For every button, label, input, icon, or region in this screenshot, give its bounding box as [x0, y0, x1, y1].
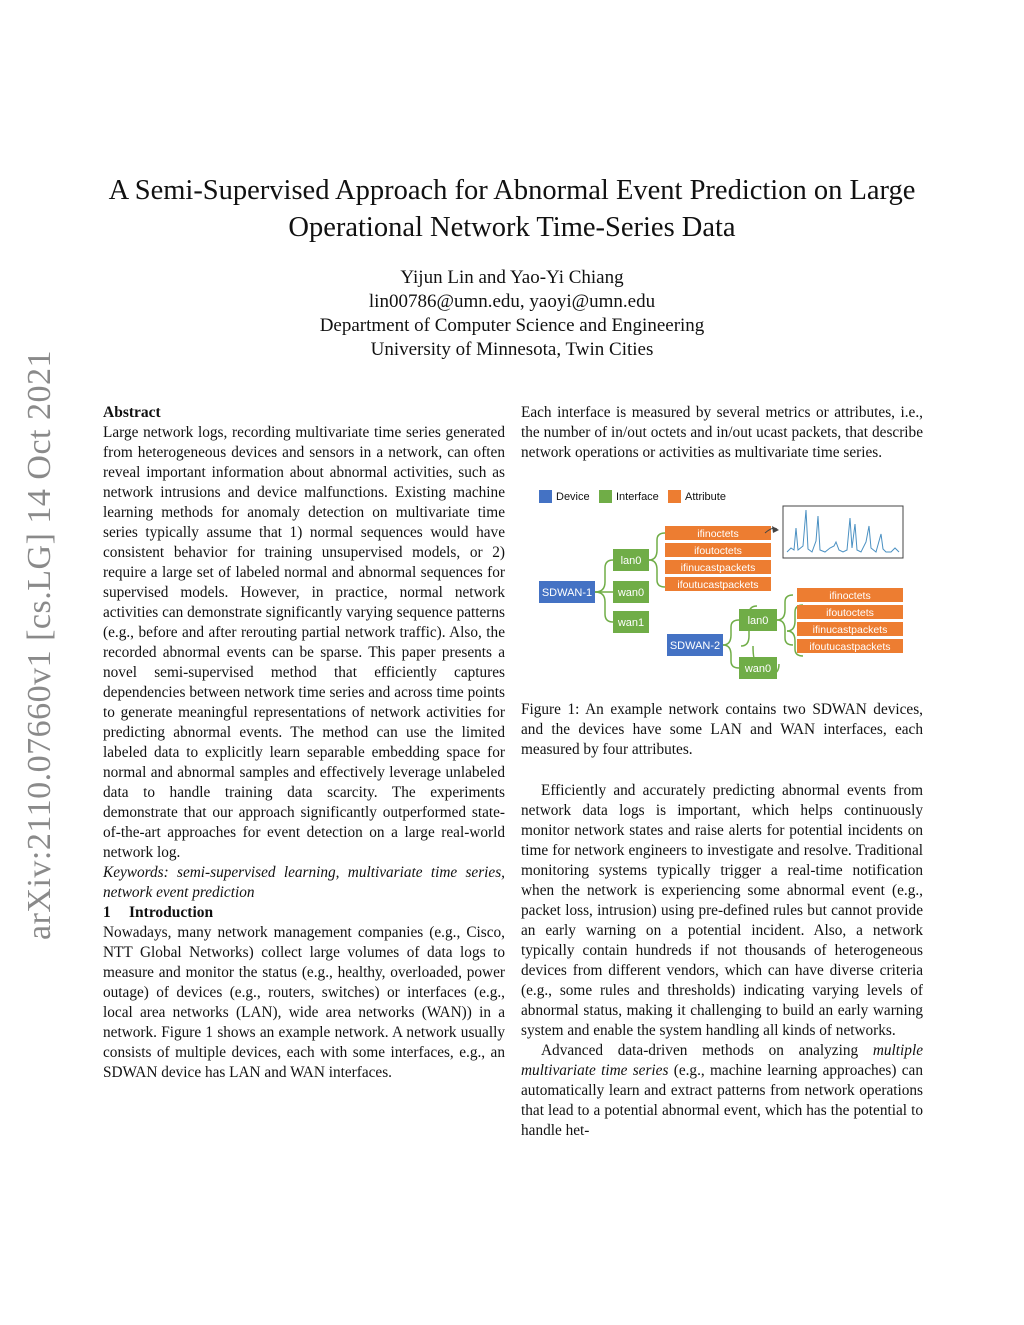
attribute-label-1-2: ifinucastpackets — [680, 562, 756, 574]
section-heading-introduction — [103, 903, 505, 923]
arrow-head — [772, 526, 779, 533]
interface-label-lan0-1: lan0 — [620, 555, 642, 567]
device-label-sdwan-2: SDWAN-2 — [669, 640, 721, 652]
title-line-2: Operational Network Time-Series Data — [288, 212, 736, 243]
attribute-label-2-3: ifoutucastpackets — [809, 641, 891, 653]
para3-italic: multiple multivariate time series — [521, 1042, 923, 1079]
device-label-sdwan-1: SDWAN-1 — [541, 587, 593, 599]
attribute-label-2-1: ifoutoctets — [826, 607, 874, 619]
abstract-heading: Abstract — [103, 404, 161, 421]
figure-1 — [521, 486, 923, 686]
interface-label-wan1-1: wan1 — [617, 617, 645, 629]
para3-start: Advanced data-driven methods on analyzing — [541, 1042, 873, 1059]
arxiv-identifier: arXiv:2110.07660v1 [cs.LG] 14 Oct 2021 — [21, 350, 58, 940]
legend-device: Device — [556, 491, 590, 503]
left-column — [103, 403, 505, 1083]
right-paragraph-top: Each interface is measured by several metrics or attributes, i.e., the number of in/out octets and in/out ucast packets, that describe network operations or activities as multivariate time series. — [521, 404, 923, 461]
author-university: University of Minnesota, Twin Cities — [370, 339, 654, 360]
legend-interface: Interface — [616, 491, 659, 503]
time-series-thumbnail — [783, 506, 903, 558]
interface-label-lan0-2: lan0 — [747, 615, 769, 627]
legend-attribute: Attribute — [685, 491, 726, 503]
legend-swatch-interface — [599, 490, 612, 503]
attribute-label-1-1: ifoutoctets — [694, 545, 742, 557]
attribute-label-2-0: ifinoctets — [829, 590, 871, 602]
network-diagram — [521, 486, 923, 686]
interface-label-wan0-2: wan0 — [744, 663, 772, 675]
intro-paragraph-1: Nowadays, many network management companies (e.g., Cisco, NTT Global Networks) collect large volumes of data logs to measure and monitor the status (e.g., healthy, overloaded, power outage) of devices (e.g., routers, switches) or interfaces (e.g., local area networks (LAN), wide area networks (WAN)) in a network. Figure 1 shows an example network. A network usually consists of multiple devices, each with some interfaces, e.g., an SDWAN device has LAN and WAN interfaces. — [103, 924, 505, 1081]
para3-end: (e.g., machine learning approaches) can automatically learn and extract patterns from network operations that lead to a potential abnormal event, which has the potential to handle het- — [521, 1062, 923, 1139]
author-emails: lin00786@umn.edu, yaoyi@umn.edu — [368, 291, 656, 312]
legend-swatch-device — [539, 490, 552, 503]
interface-label-wan0-1: wan0 — [617, 587, 645, 599]
attribute-label-1-0: ifinoctets — [697, 528, 739, 540]
right-paragraph-2: Efficiently and accurately predicting abnormal events from network data logs is important, which helps continuously monitor network states and raise alerts for potential incidents on time for network engineers to investigate and resolve. Traditional monitoring systems typically trigger a real-time notification when the network is experiencing some abnormal event (e.g., packet loss, intrusion) using pre-defined rules but cannot provide an early warning on a potential incident. Also, a network typically contain hundreds if not thousands of heterogeneous devices from different vendors, which can have diverse criteria (e.g., some rules and thresholds) indicating varying levels of abnormal status, making it challenging to build an early warning system and enable the system handling all kinds of networks. — [521, 782, 923, 1039]
title-line-1: A Semi-Supervised Approach for Abnormal Event Prediction on Large — [108, 175, 916, 206]
spacer — [521, 760, 923, 781]
keywords: Keywords: semi-supervised learning, multivariate time series, network event prediction — [103, 864, 505, 901]
section-title: Introduction — [129, 904, 214, 921]
author-block — [160, 266, 864, 362]
paper-title — [60, 172, 964, 246]
right-column — [521, 403, 923, 1141]
section-number: 1 — [103, 904, 111, 921]
author-department: Department of Computer Science and Engineering — [319, 315, 705, 336]
attribute-label-2-2: ifinucastpackets — [812, 624, 888, 636]
figure-caption: Figure 1: An example network contains two SDWAN devices, and the devices have some LAN and WAN interfaces, each measured by four attributes. — [521, 701, 923, 758]
abstract-text: Large network logs, recording multivariate time series generated from heterogeneous devices and sensors in a network, can often reveal important information about abnormal activities, such as network intrusions and device malfunctions. Existing machine learning methods for anomaly detection on multivariate time series typically assume that 1) normal sequences would have consistent behavior for training unsupervised models, or 2) require a large set of labeled normal and abnormal sequences for supervised models. However, in practice, normal network activities can demonstrate significantly varying sequence patterns (e.g., before and after rerouting partial network traffic). Also, the recorded abnormal events can be sparse. This paper presents a novel semi-supervised method that efficiently captures dependencies between network time series and across time points to generate meaningful representations of network activities for predicting abnormal events. The method can use the limited labeled data to explicitly learn separable embedding space for normal and abnormal samples and effectively leverage unlabeled data to handle training data scarcity. The experiments demonstrate that our approach significantly outperformed state-of-the-art approaches for event detection on a large real-world network log. — [103, 424, 505, 861]
legend-swatch-attribute — [668, 490, 681, 503]
right-paragraph-3 — [521, 1041, 923, 1141]
attribute-label-1-3: ifoutucastpackets — [677, 579, 759, 591]
author-names: Yijun Lin and Yao-Yi Chiang — [400, 267, 624, 288]
